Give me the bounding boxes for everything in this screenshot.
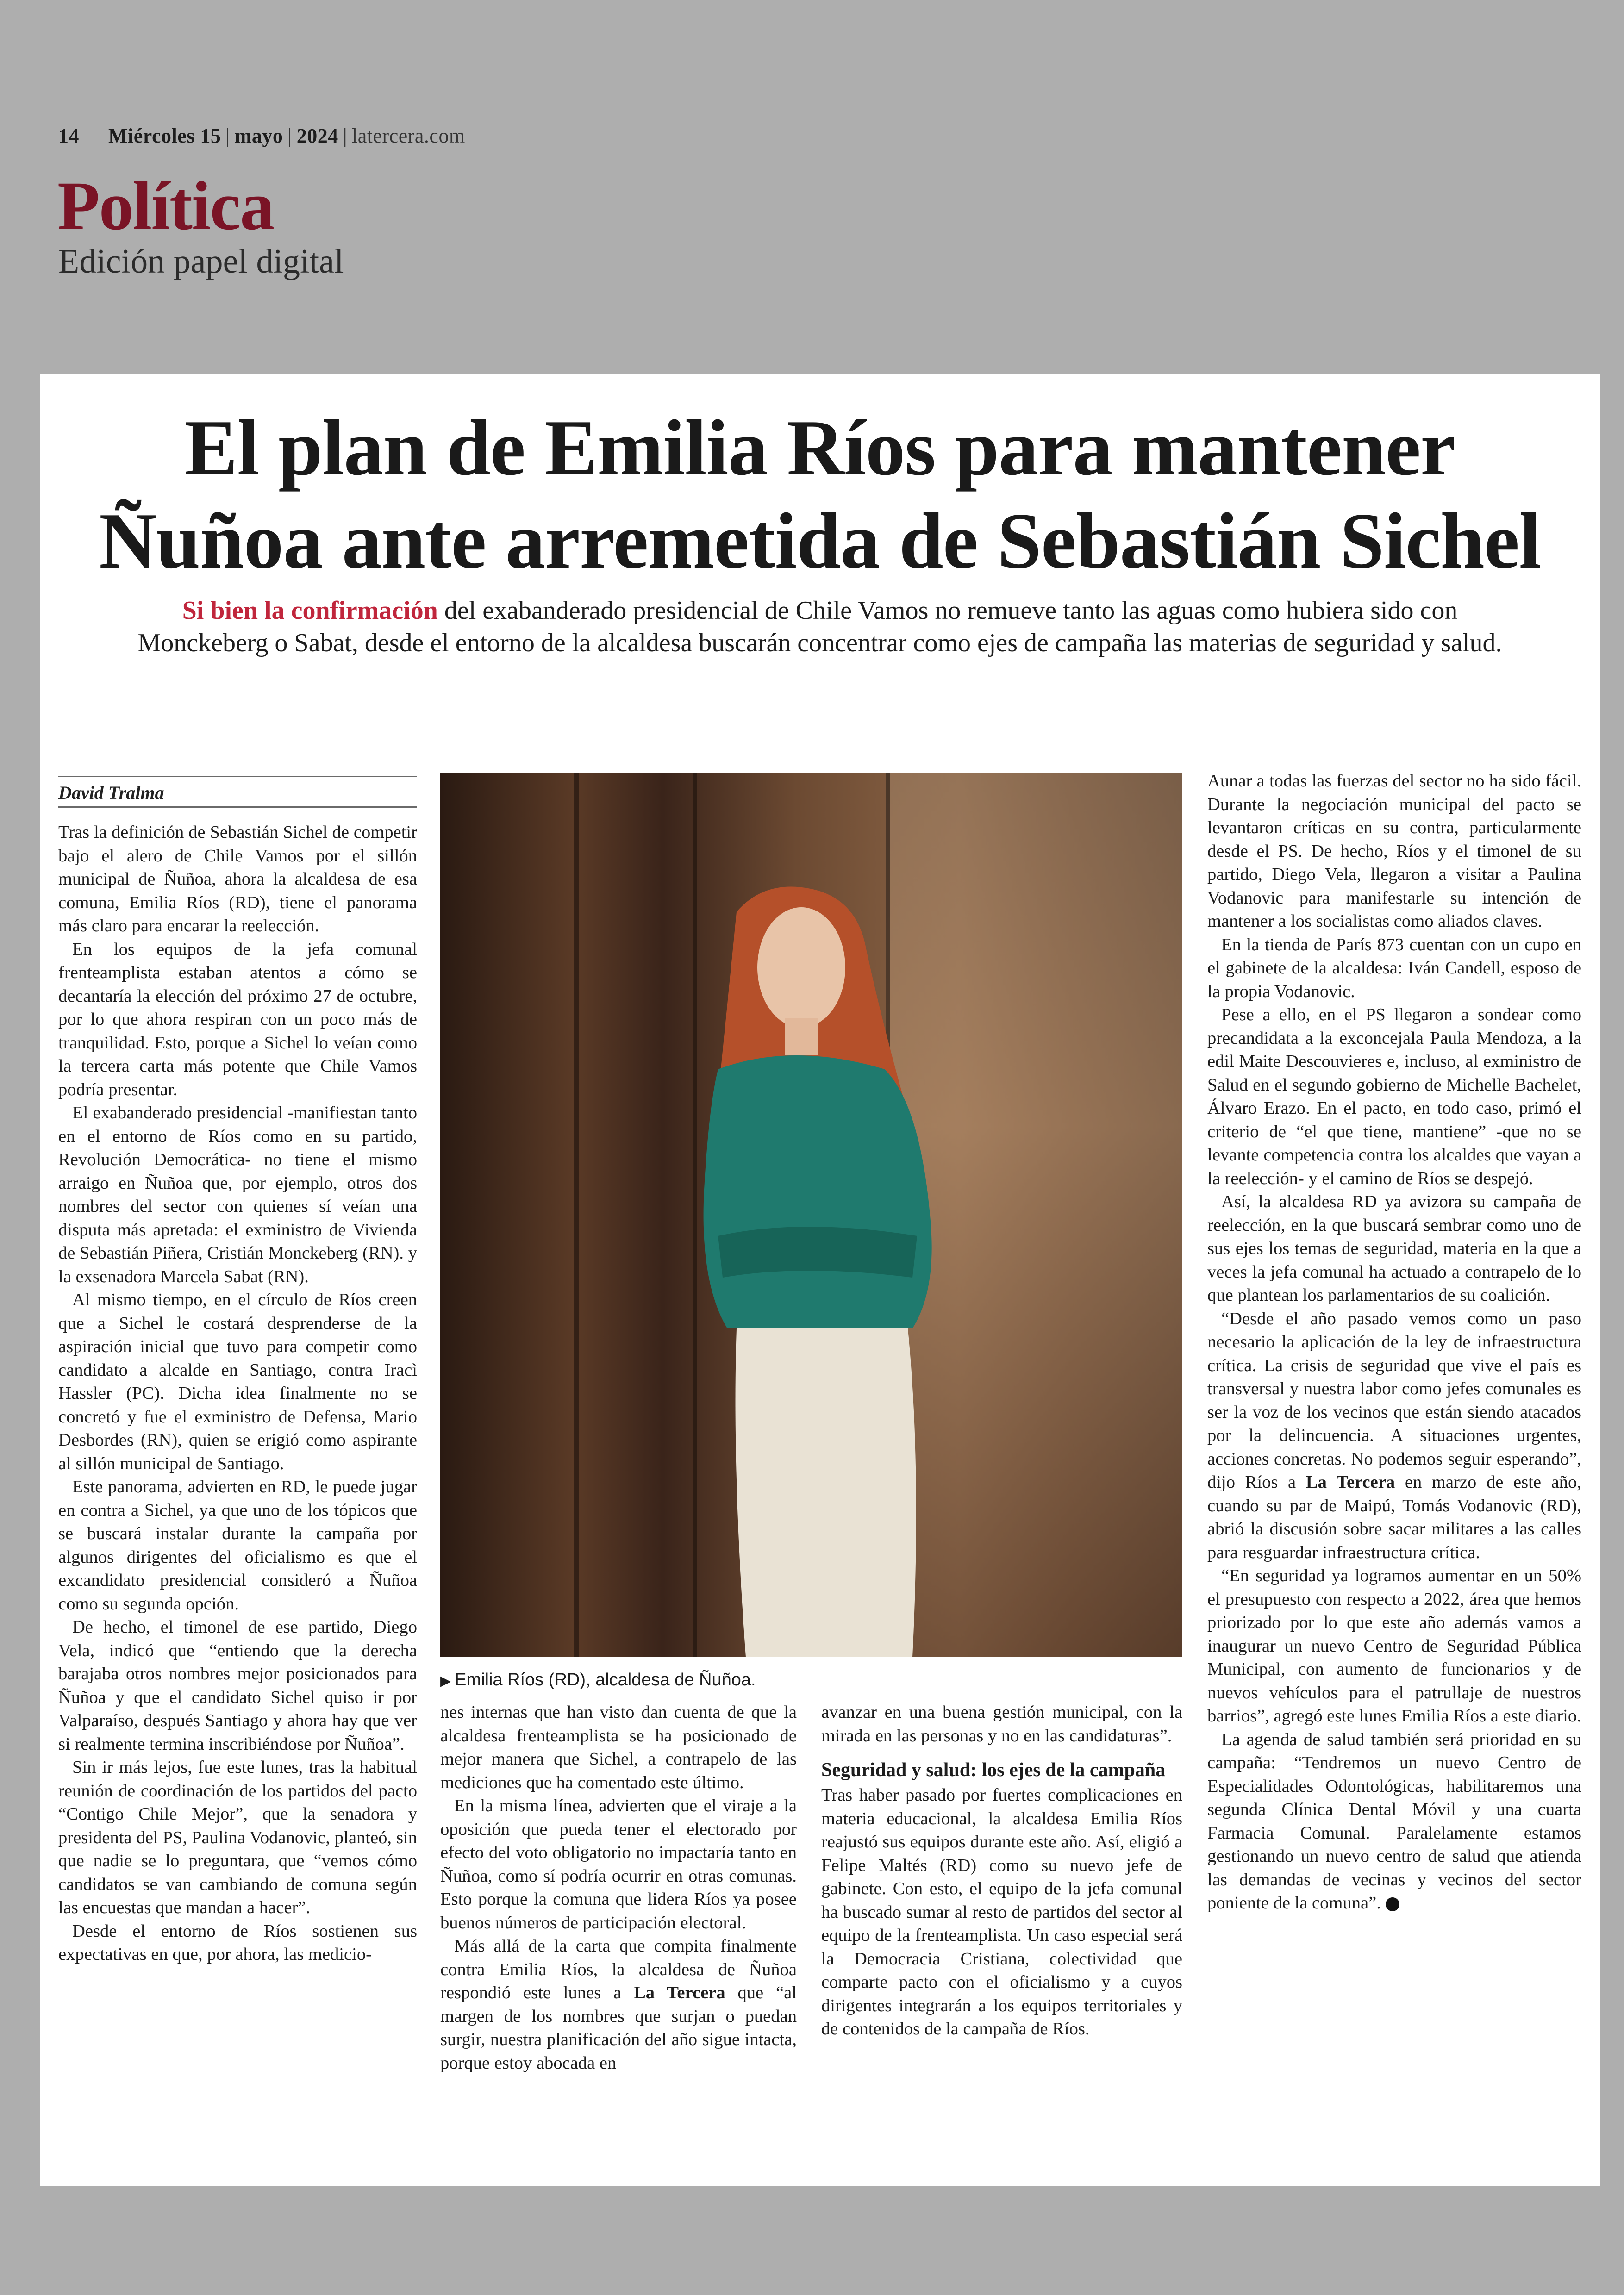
headline-line: Ñuñoa ante arremetida de Sebastián Sichel <box>99 497 1541 586</box>
paragraph: Desde el entorno de Ríos sostienen sus expectativas en que, por ahora, las medicio- <box>58 1921 417 1964</box>
paragraph: Tras haber pasado por fuertes complicaciones en materia educacional, la alcaldesa Emilia Ríos reajustó sus equipos durante este año. Así, eligió a Felipe Maltés (RD) como su nuevo jefe de gabinete. Con esto, el equipo de la jefa comunal ha buscado sumar al resto de partidos del sector al equipo de la frenteamplista. Un caso especial será la Democracia Cristiana, colectividad que comparte pacto con el oficialismo y a cuyos dirigentes integrarán a los equipos territoriales y de contenidos de la campaña de Ríos. <box>821 1785 1182 2039</box>
paragraph: Tras la definición de Sebastián Sichel de competir bajo el alero de Chile Vamos por el sillón municipal de Ñuñoa, ahora la alcaldesa de esa comuna, Emilia Ríos (RD), tiene el panorama más claro para encarar la reelección. <box>58 823 417 935</box>
headline <box>40 402 1600 588</box>
paragraph: El exabanderado presidencial -manifiestan tanto en el entorno de Ríos como en su partido, Revolución Democrática- no tiene el mismo arraigo en Ñuñoa que, por ejemplo, otros dos nombres del sector con quienes sí veían una disputa más apretada: el exministro de Vivienda de Sebastián Piñera, Cristián Monckeberg (RN). y la exsenadora Marcela Sabat (RN). <box>58 1103 417 1286</box>
edition-label: Edición papel digital <box>58 243 344 281</box>
paragraph: En la misma línea, advierten que el viraje a la oposición que pueda tener el electorado por efecto del voto obligatorio no impactaría tanto en Ñuñoa, como sí podría ocurrir en otras comunas. Esto porque la comuna que lidera Ríos ya posee buenos números de participación electoral. <box>440 1796 797 1933</box>
column-1 <box>58 821 417 1966</box>
date-month: mayo <box>234 125 283 147</box>
brand-name: La Tercera <box>1305 1472 1395 1492</box>
brand-name: La Tercera <box>634 1983 725 2002</box>
date-day: Miércoles 15 <box>108 125 221 147</box>
paragraph: En la tienda de París 873 cuentan con un cupo en el gabinete de la alcaldesa: Iván Candell, esposo de la propia Vodanovic. <box>1207 935 1581 1001</box>
paragraph: Este panorama, advierten en RD, le puede jugar en contra a Sichel, ya que uno de los tópicos que se buscará instalar durante la campaña por algunos dirigentes del oficialismo es que el excandidato presidencial consideró a Ñuñoa como su segunda opción. <box>58 1477 417 1614</box>
page-number: 14 <box>58 125 79 147</box>
column-3 <box>821 1701 1182 2041</box>
end-mark-icon <box>1386 1897 1399 1911</box>
paragraph: Más allá de la carta que compita finalmente contra Emilia Ríos, la alcaldesa de Ñuñoa respondió este lunes a La Tercera que “al margen de los nombres que surjan o puedan surgir, nuestra planificación del año sigue intacta, porque estoy abocada en <box>440 1936 797 2073</box>
section-title: Política <box>57 168 274 244</box>
column-4 <box>1207 769 1581 1915</box>
article-photo <box>440 773 1182 1657</box>
deck <box>58 594 1581 659</box>
subheading: Seguridad y salud: los ejes de la campaña <box>821 1759 1166 1781</box>
paragraph: De hecho, el timonel de ese partido, Diego Vela, indicó que “entiendo que la derecha barajaba otros nombres mejor posicionados para Ñuñoa y que el candidato Sichel quiso ir por Valparaíso, después Santiago y ahora hay que ver si realmente termina inscribiéndose por Ñuñoa”. <box>58 1617 417 1754</box>
paragraph: “Desde el año pasado vemos como un paso necesario la aplicación de la ley de infraestructura crítica. La crisis de seguridad que vive el país es transversal y nuestra labor como jefes comunales es ser la voz de los vecinos que están siendo atacados por la delincuencia. A situaciones urgentes, acciones concretas. No podemos seguir esperando”, dijo Ríos a La Tercera en marzo de este año, cuando su par de Maipú, Tomás Vodanovic (RD), abrió la discusión sobre sacar militares a las calles para resguardar infraestructura crítica. <box>1207 1309 1581 1562</box>
paragraph: Así, la alcaldesa RD ya avizora su campaña de reelección, en la que buscará sembrar como uno de sus ejes los temas de seguridad, materia en la que a veces la jefa comunal ha actuado a contrapelo de lo que plantean los parlamentarios de su coalición. <box>1207 1192 1581 1305</box>
article-sheet <box>40 374 1600 2186</box>
paragraph: avanzar en una buena gestión municipal, con la mirada en las personas y no en las candidaturas”. <box>821 1703 1182 1746</box>
paragraph: Al mismo tiempo, en el círculo de Ríos creen que a Sichel le costará desprenderse de la aspiración inicial que tuvo para competir como candidato a alcalde en Santiago, contra Iracì Hassler (PC). Dicha idea finalmente no se concretó y fue el exministro de Defensa, Mario Desbordes (RN), quien se erigió como aspirante al sillón municipal de Santiago. <box>58 1290 417 1473</box>
byline: David Tralma <box>58 776 417 808</box>
caption-arrow-icon: ▶ <box>440 1673 451 1689</box>
paragraph: En los equipos de la jefa comunal frenteamplista estaban atentos a cómo se decantaría la elección del próximo 27 de octubre, por lo que ahora respiran con un poco más de tranquilidad. Esto, porque a Sichel lo veían como la tercera carta más potente que Chile Vamos podría presentar. <box>58 939 417 1099</box>
site-link[interactable]: latercera.com <box>352 125 465 147</box>
paragraph: Aunar a todas las fuerzas del sector no ha sido fácil. Durante la negociación municipal del pacto se levantaron críticas en su contra, particularmente desde el PS. De hecho, Ríos y el timonel de su partido, Diego Vela, llegaron a visitar a Paulina Vodanovic para manifestarle su intención de mantener a los socialistas como aliados claves. <box>1207 771 1581 931</box>
portrait-figure <box>440 773 1182 1657</box>
deck-text: del exabanderado presidencial de Chile Vamos no remueve tanto las aguas como hubiera sido con <box>437 596 1458 625</box>
headline-line: El plan de Emilia Ríos para mantener <box>184 404 1455 492</box>
paragraph: Pese a ello, en el PS llegaron a sondear como precandidata a la exconcejala Paula Mendoza, a la edil Maite Descouvieres e, incluso, al exministro de Salud en el segundo gobierno de Michelle Bachelet, Álvaro Erazo. En el pacto, en todo caso, primó el criterio de “el que tiene, mantiene” -que no se levante competencia contra los alcaldes que vayan a la reelección- y el camino de Ríos se despejó. <box>1207 1005 1581 1188</box>
deck-lead: Si bien la confirmación <box>182 596 438 625</box>
page-dateline: 14 Miércoles 15 | mayo | 2024 | latercera.com <box>58 125 465 147</box>
photo-caption: ▶ Emilia Ríos (RD), alcaldesa de Ñuñoa. <box>440 1670 756 1690</box>
column-2 <box>440 1701 797 2075</box>
paragraph: Sin ir más lejos, fue este lunes, tras la habitual reunión de coordinación de los partidos del pacto “Contigo Chile Mejor”, que la senadora y presidenta del PS, Paulina Vodanovic, planteó, sin que nadie se lo preguntara, que “vemos cómo candidatos se van cambiando de comuna según las encuestas que mandan a hacer”. <box>58 1758 417 1917</box>
paragraph: “En seguridad ya logramos aumentar en un 50% el presupuesto con respecto a 2022, área que hemos priorizado por lo que este año además vamos a inaugurar un nuevo Centro de Seguridad Pública Municipal, con aumento de funcionarios y de nuevos vehículos para el patrullaje de nuestros barrios”, agregó este lunes Emilia Ríos a este diario. <box>1207 1566 1581 1726</box>
paragraph: nes internas que han visto dan cuenta de que la alcaldesa frenteamplista se ha posicionado de mejor manera que Sichel, a contrapelo de las mediciones que ha comentado este último. <box>440 1703 797 1792</box>
deck-text: Monckeberg o Sabat, desde el entorno de la alcaldesa buscarán concentrar como ejes de campaña las materias de seguridad y salud. <box>137 629 1502 657</box>
date-year: 2024 <box>296 125 338 147</box>
paragraph: La agenda de salud también será prioridad en su campaña: “Tendremos un nuevo Centro de Especialidades Odontológicas, habilitaremos una segunda Clínica Dental Móvil y una cuarta Farmacia Comunal. Paralelamente estamos gestionando un nuevo centro de salud que atienda las demandas de vecinas y vecinos del sector poniente de la comuna”. <box>1207 1729 1581 1913</box>
